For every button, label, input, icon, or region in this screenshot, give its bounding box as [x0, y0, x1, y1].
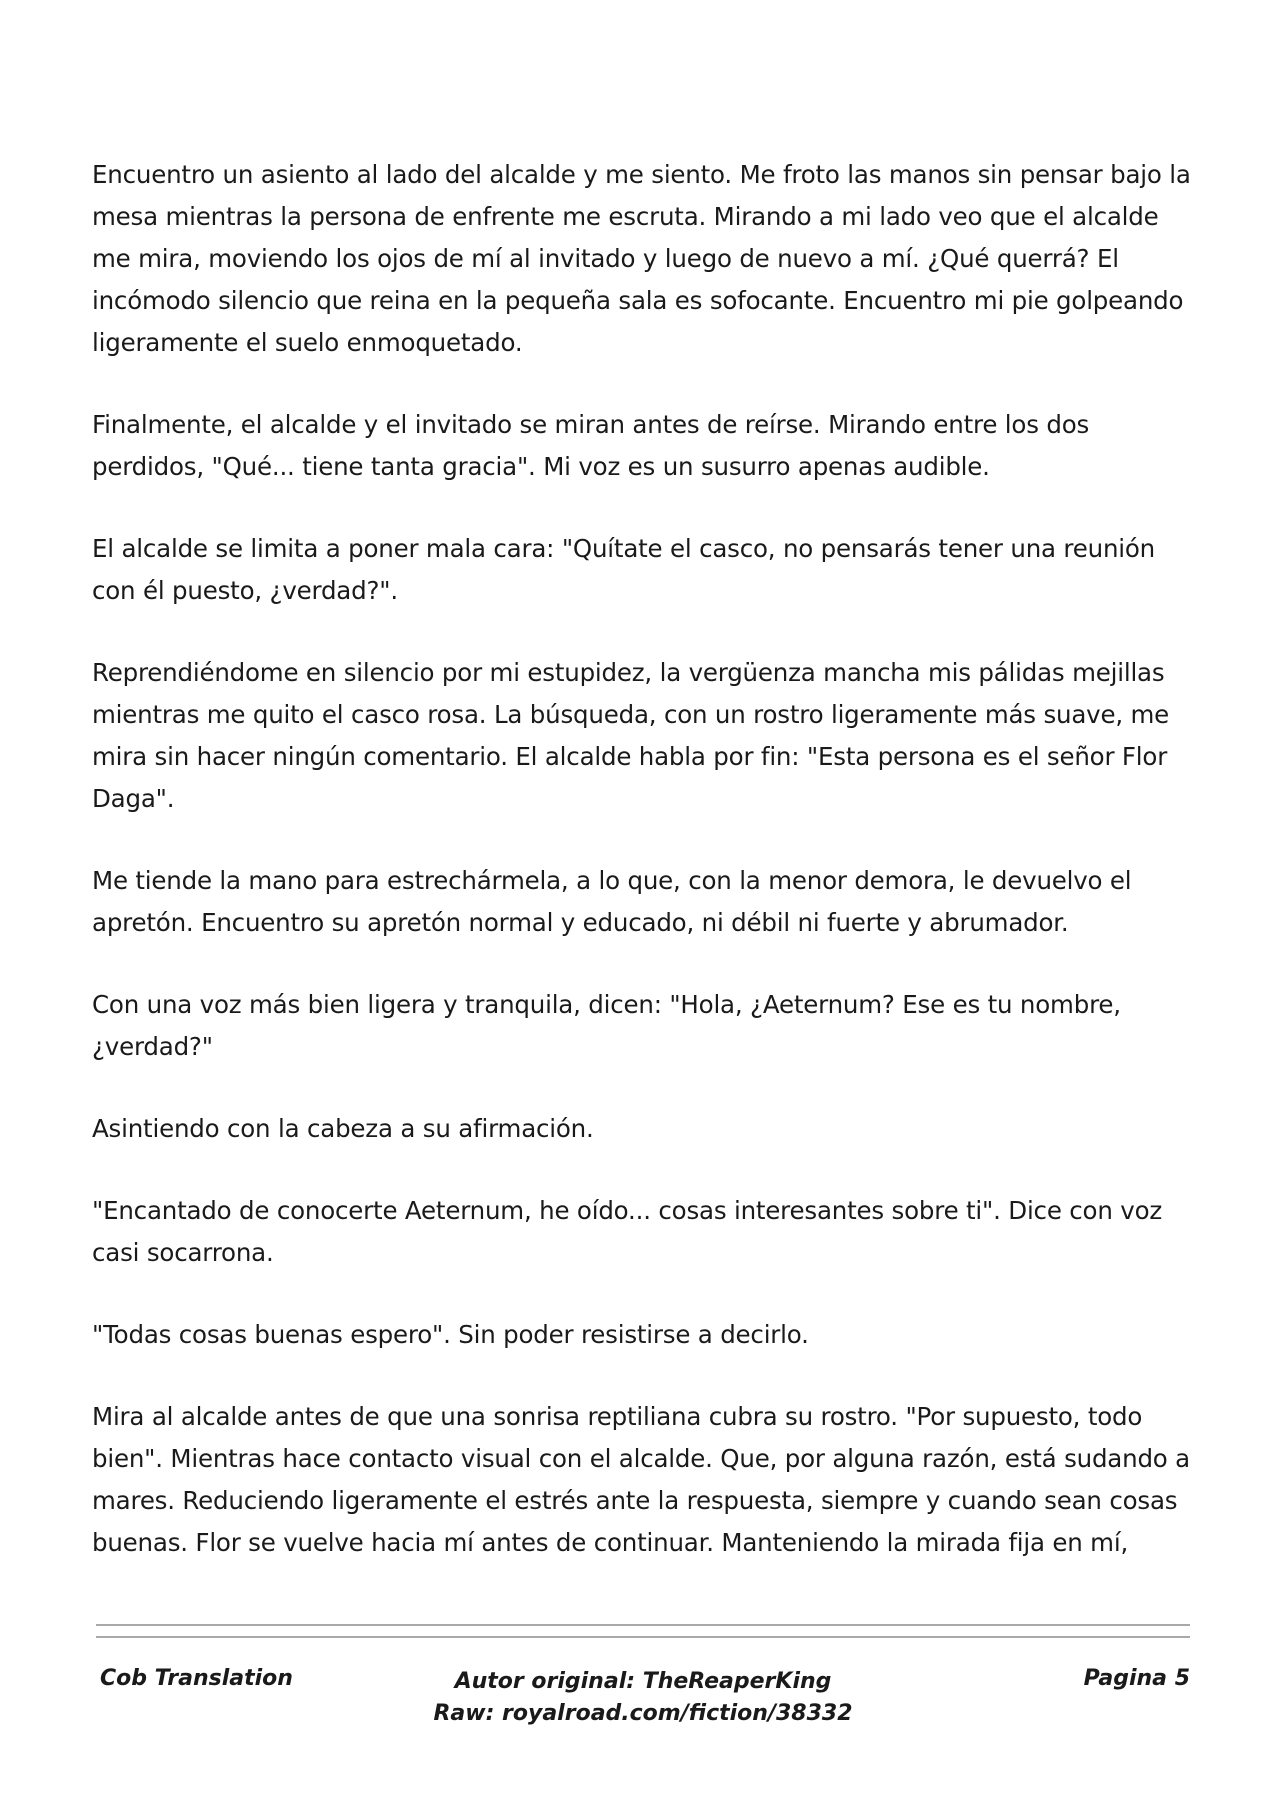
paragraph: Me tiende la mano para estrechármela, a lo que, con la menor demora, le devuelvo el apretón. Encuentro su apretón normal y educado, ni débil ni fuerte y abrumador.	[92, 866, 1132, 937]
page-footer	[96, 1666, 1190, 1746]
footer-divider-top	[96, 1624, 1190, 1626]
body-text	[92, 154, 1192, 1604]
footer-source: Raw: royalroad.com/fiction/38332	[433, 1701, 853, 1726]
footer-author: Autor original: TheReaperKing	[454, 1669, 832, 1694]
paragraph: Finalmente, el alcalde y el invitado se miran antes de reírse. Mirando entre los dos perdidos, "Qué... tiene tanta gracia". Mi voz es un susurro apenas audible.	[92, 410, 1090, 481]
paragraph: El alcalde se limita a poner mala cara: "Quítate el casco, no pensarás tener una reunión con él puesto, ¿verdad?".	[92, 534, 1156, 605]
paragraph: "Encantado de conocerte Aeternum, he oído... cosas interesantes sobre ti". Dice con voz casi socarrona.	[92, 1196, 1163, 1267]
paragraph: Mira al alcalde antes de que una sonrisa reptiliana cubra su rostro. "Por supuesto, todo bien". Mientras hace contacto visual con el alcalde. Que, por alguna razón, está sudando a mares. Reduciendo ligeramente el estrés ante la respuesta, siempre y cuando sean cosas buenas. Flor se vuelve hacia mí antes de continuar. Manteniendo la mirada fija en mí,	[92, 1402, 1190, 1557]
footer-divider-bottom	[96, 1636, 1190, 1638]
footer-translator: Cob Translation	[100, 1666, 293, 1691]
paragraph: Asintiendo con la cabeza a su afirmación.	[92, 1114, 594, 1143]
paragraph: Reprendiéndome en silencio por mi estupidez, la vergüenza mancha mis pálidas mejillas mientras me quito el casco rosa. La búsqueda, con un rostro ligeramente más suave, me mira sin hacer ningún comentario. El alcalde habla por fin: "Esta persona es el señor Flor Daga".	[92, 658, 1170, 813]
footer-credits	[96, 1666, 1190, 1730]
paragraph: Encuentro un asiento al lado del alcalde y me siento. Me froto las manos sin pensar bajo la mesa mientras la persona de enfrente me escruta. Mirando a mi lado veo que el alcalde me mira, moviendo los ojos de mí al invitado y luego de nuevo a mí. ¿Qué querrá? El incómodo silencio que reina en la pequeña sala es sofocante. Encuentro mi pie golpeando ligeramente el suelo enmoquetado.	[92, 160, 1191, 357]
page-number: Pagina 5	[1083, 1666, 1190, 1691]
paragraph: Con una voz más bien ligera y tranquila, dicen: "Hola, ¿Aeternum? Ese es tu nombre, ¿verdad?"	[92, 990, 1121, 1061]
paragraph: "Todas cosas buenas espero". Sin poder resistirse a decirlo.	[92, 1320, 809, 1349]
